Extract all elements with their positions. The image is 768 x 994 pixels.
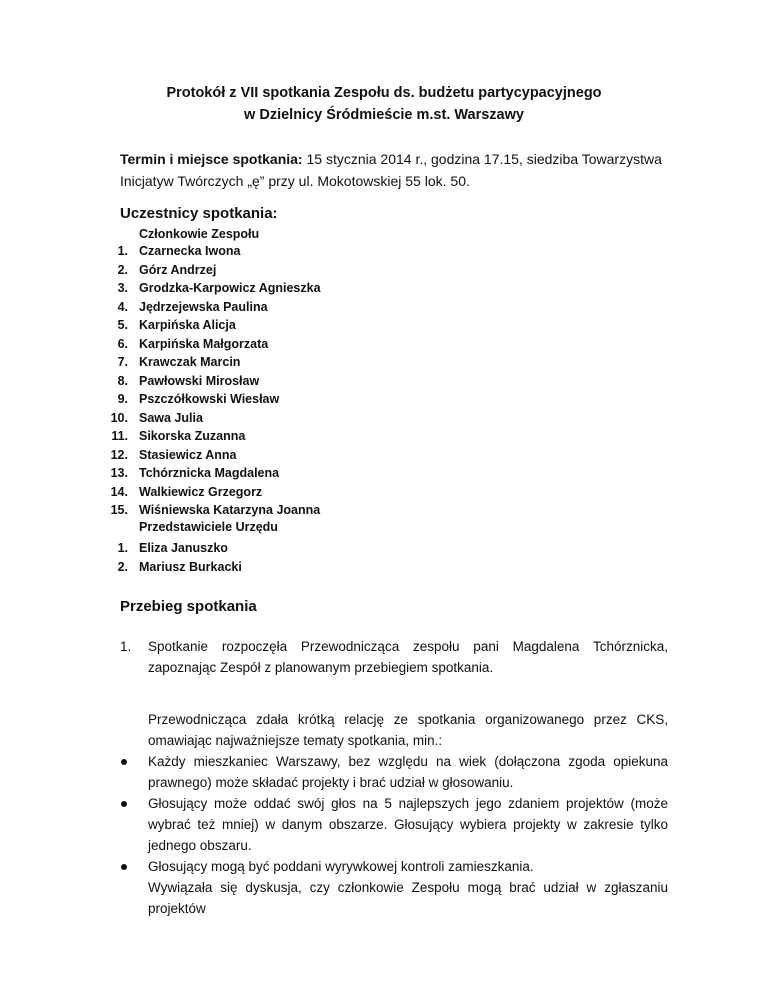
member-number: 9. (117, 392, 128, 406)
member-name: Karpińska Alicja (139, 318, 236, 332)
member-list-item (0, 501, 768, 520)
member-name: Górz Andrzej (139, 262, 217, 277)
member-name: Sikorska Zuzanna (139, 429, 246, 443)
proceedings-item-1 (120, 636, 668, 678)
member-list-item (0, 483, 768, 502)
member-name: Jędrzejewska Paulina (139, 299, 268, 314)
member-list-item (0, 335, 768, 354)
member-name: Pszczółkowski Wiesław (139, 392, 280, 406)
title-line-1: Protokół z VII spotkania Zespołu ds. budżetu partycypacyjnego (166, 85, 602, 101)
item-number: 1. (120, 639, 132, 654)
bullet-item (148, 793, 668, 856)
member-list-item (0, 316, 768, 335)
member-number: 15. (110, 503, 128, 517)
member-list-item (0, 409, 768, 428)
office-representatives-list (0, 539, 768, 576)
member-list-item (0, 353, 768, 372)
member-number: 1. (117, 244, 128, 258)
member-name: Sawa Julia (139, 410, 203, 425)
member-name: Walkiewicz Grzegorz (139, 484, 263, 499)
member-name: Eliza Januszko (139, 541, 228, 555)
report-paragraph: Przewodnicząca zdała krótką relację ze spotkania organizowanego przez CKS, omawiając najważniejsze tematy spotkania, min.: (148, 712, 668, 748)
bullet-dot-icon (121, 864, 127, 870)
member-number: 7. (117, 355, 128, 369)
member-name: Pawłowski Mirosław (139, 373, 260, 388)
member-list-item (0, 464, 768, 483)
member-number: 3. (117, 281, 128, 295)
member-number: 14. (110, 484, 128, 499)
office-representatives-label: Przedstawiciele Urzędu (139, 520, 278, 534)
member-number: 2. (117, 262, 128, 277)
meeting-info-label: Termin i miejsce spotkania: (120, 151, 303, 167)
member-name: Czarnecka Iwona (139, 244, 241, 258)
bullet-text: Głosujący mogą być poddani wyrywkowej kontroli zamieszkania. (148, 859, 534, 874)
member-number: 12. (110, 447, 128, 462)
participants-heading: Uczestnicy spotkania: (120, 205, 278, 222)
member-list-item (0, 390, 768, 409)
member-name: Wiśniewska Katarzyna Joanna (139, 503, 321, 517)
member-name: Tchórznicka Magdalena (139, 466, 280, 480)
member-list-item (0, 279, 768, 298)
member-list-item (0, 427, 768, 446)
member-number: 13. (110, 466, 128, 480)
member-list-item (0, 446, 768, 465)
member-number: 4. (117, 299, 128, 314)
document-title (0, 82, 768, 126)
member-number: 6. (117, 336, 128, 351)
bullet-dot-icon (121, 759, 127, 765)
member-list-item (0, 261, 768, 280)
member-name: Mariusz Burkacki (139, 559, 242, 574)
proceedings-heading: Przebieg spotkania (120, 598, 257, 615)
meeting-info (120, 148, 668, 192)
bullet-item (148, 856, 668, 877)
bullet-item (148, 751, 668, 793)
team-members-list (0, 242, 768, 520)
bullet-text: Głosujący może oddać swój głos na 5 najlepszych jego zdaniem projektów (może wybrać też mniej) w danym obszarze. Głosujący wybiera projekty w zakresie tylko jednego obszaru. (148, 796, 668, 853)
member-list-item (0, 242, 768, 261)
member-number: 11. (111, 429, 128, 443)
member-name: Stasiewicz Anna (139, 447, 237, 462)
team-members-label: Członkowie Zespołu (139, 227, 260, 241)
bullet-text: Każdy mieszkaniec Warszawy, bez względu na wiek (dołączona zgoda opiekuna prawnego) może składać projekty i brać udział w głosowaniu. (148, 754, 668, 790)
member-name: Krawczak Marcin (139, 355, 241, 369)
member-number: 1. (117, 541, 128, 555)
member-number: 2. (117, 559, 128, 574)
item-text: Spotkanie rozpoczęła Przewodnicząca zespołu pani Magdalena Tchórznicka, zapoznając Zespół z planowanym przebiegiem spotkania. (148, 639, 668, 675)
member-list-item (0, 558, 768, 577)
member-number: 8. (117, 373, 128, 388)
member-name: Grodzka-Karpowicz Agnieszka (139, 281, 321, 295)
discussion-paragraph: Wywiązała się dyskusja, czy członkowie Zespołu mogą brać udział w zgłaszaniu projektów (148, 880, 668, 916)
member-list-item (0, 539, 768, 558)
member-list-item (0, 372, 768, 391)
bullet-dot-icon (121, 801, 127, 807)
member-number: 10. (110, 410, 128, 425)
member-list-item (0, 298, 768, 317)
meeting-info-text: 15 stycznia 2014 r., godzina 17.15, siedziba Towarzystwa Inicjatyw Twórczych „ę” przy ul. Mokotowskiej 55 lok. 50. (120, 151, 662, 189)
bullet-list (148, 751, 668, 877)
member-name: Karpińska Małgorzata (139, 336, 269, 351)
member-number: 5. (117, 318, 128, 332)
title-line-2: w Dzielnicy Śródmieście m.st. Warszawy (244, 107, 524, 123)
